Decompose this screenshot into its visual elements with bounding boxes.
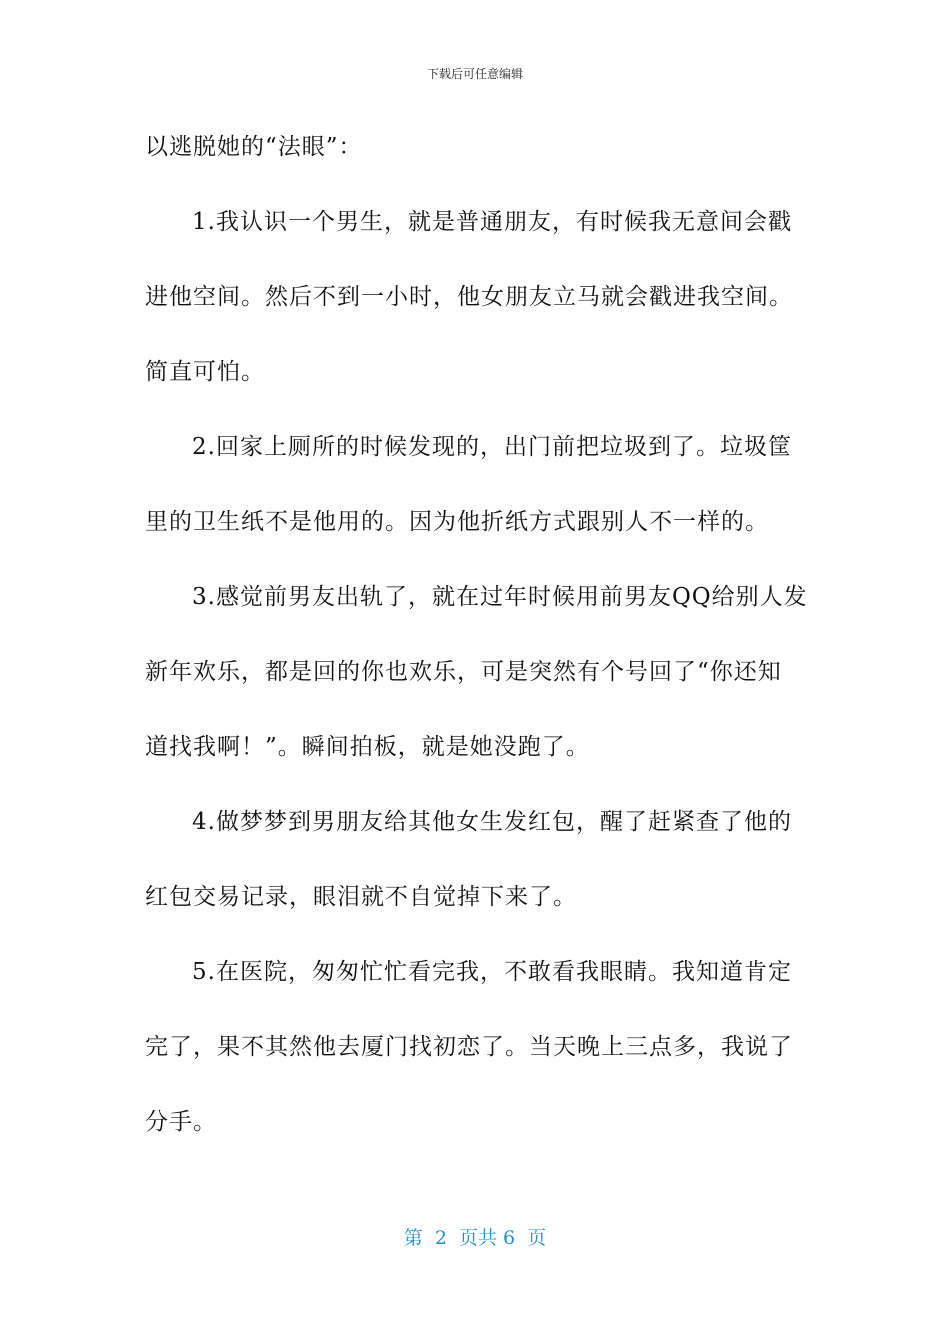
text-line-14: 分手。 (145, 1109, 217, 1135)
text-line-5: 2.回家上厕所的时候发现的，出门前把垃圾到了。垃圾筐 (192, 434, 792, 460)
text-line-2: 1.我认识一个男生，就是普通朋友，有时候我无意间会戳 (192, 209, 792, 235)
text-line-10: 4.做梦梦到男朋友给其他女生发红包，醒了赶紧查了他的 (192, 809, 792, 835)
text-line-7: 3.感觉前男友出轨了，就在过年时候用前男友QQ给别人发 (192, 584, 808, 610)
text-line-1: 以逃脱她的“法眼”： (145, 134, 363, 160)
text-line-4: 简直可怕。 (145, 359, 265, 385)
text-line-11: 红包交易记录，眼泪就不自觉掉下来了。 (145, 884, 577, 910)
text-line-13: 完了，果不其然他去厦门找初恋了。当天晚上三点多，我说了 (145, 1034, 793, 1060)
page-header: 下载后可任意编辑 (426, 67, 523, 81)
document-body (145, 127, 808, 1177)
text-line-3: 进他空间。然后不到一小时，他女朋友立马就会戳进我空间。 (145, 284, 793, 310)
text-line-6: 里的卫生纸不是他用的。因为他折纸方式跟别人不一样的。 (145, 509, 769, 535)
text-line-12: 5.在医院，匆匆忙忙看完我，不敢看我眼睛。我知道肯定 (192, 959, 792, 985)
text-line-8: 新年欢乐，都是回的你也欢乐，可是突然有个号回了“你还知 (145, 659, 782, 685)
page-number-footer: 第 2 页共 6 页 (403, 1227, 547, 1249)
text-line-9: 道找我啊！”。瞬间拍板，就是她没跑了。 (145, 734, 590, 760)
